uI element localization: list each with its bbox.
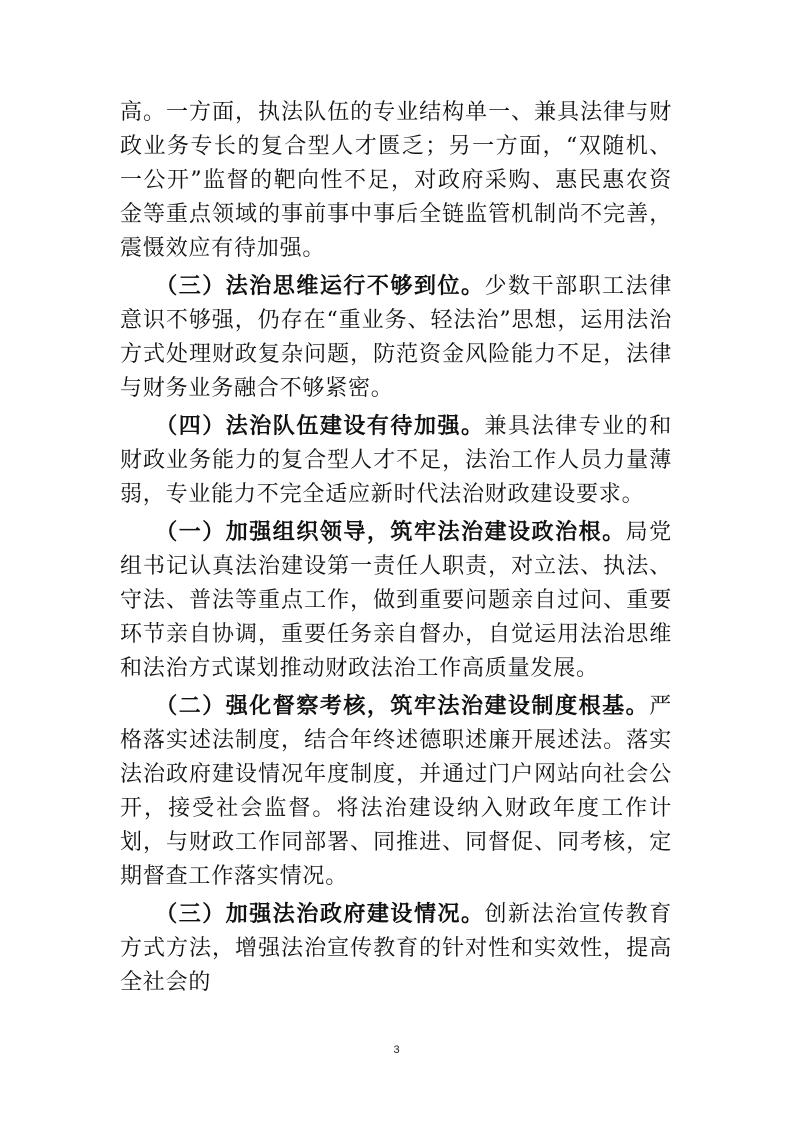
paragraph-rule-of-law-thinking (120, 270, 672, 406)
page-number: 3 (393, 1044, 400, 1056)
page-body (120, 96, 672, 1004)
paragraph-organizational-leadership (120, 516, 672, 686)
paragraph-supervision-assessment (120, 690, 672, 894)
paragraph-text: 创新法治宣传教育方式方法，增强法治宣传教育的针对性和实效性，提高全社会的 (120, 902, 672, 995)
paragraph-lead: （三）加强法治政府建设情况。 (155, 902, 485, 927)
paragraph-team-building (120, 410, 672, 512)
paragraph-text: 兼具法律专业的和财政业务能力的复合型人才不足，法治工作人员力量薄弱，专业能力不完全适应新时代法治财政建设要求。 (120, 414, 672, 507)
paragraph-continuation (120, 96, 672, 266)
paragraph-lead: （二）强化督察考核，筑牢法治建设制度根基。 (155, 694, 650, 719)
paragraph-text: 高。一方面，执法队伍的专业结构单一、兼具法律与财政业务专长的复合型人才匮乏；另一方面，“双随机、一公开”监督的靶向性不足，对政府采购、惠民惠农资金等重点领域的事前事中事后全链监管机制尚不完善，震慑效应有待加强。 (120, 100, 672, 261)
paragraph-lead: （一）加强组织领导，筑牢法治建设政治根。 (155, 520, 626, 545)
paragraph-lead: （三）法治思维运行不够到位。 (155, 274, 485, 299)
paragraph-lead: （四）法治队伍建设有待加强。 (155, 414, 485, 439)
paragraph-text: 严格落实述法制度，结合年终述德职述廉开展述法。落实法治政府建设情况年度制度，并通过门户网站向社会公开，接受社会监督。将法治建设纳入财政年度工作计划，与财政工作同部署、同推进、同督促、同考核，定期督查工作落实情况。 (120, 694, 672, 889)
paragraph-government-construction (120, 898, 672, 1000)
paragraph-text: 局党组书记认真法治建设第一责任人职责，对立法、执法、守法、普法等重点工作，做到重要问题亲自过问、重要环节亲自协调，重要任务亲自督办，自觉运用法治思维和法治方式谋划推动财政法治工作高质量发展。 (120, 520, 672, 681)
paragraph-text: 少数干部职工法律意识不够强，仍存在“重业务、轻法治”思想，运用法治方式处理财政复杂问题，防范资金风险能力不足，法律与财务业务融合不够紧密。 (120, 274, 672, 401)
